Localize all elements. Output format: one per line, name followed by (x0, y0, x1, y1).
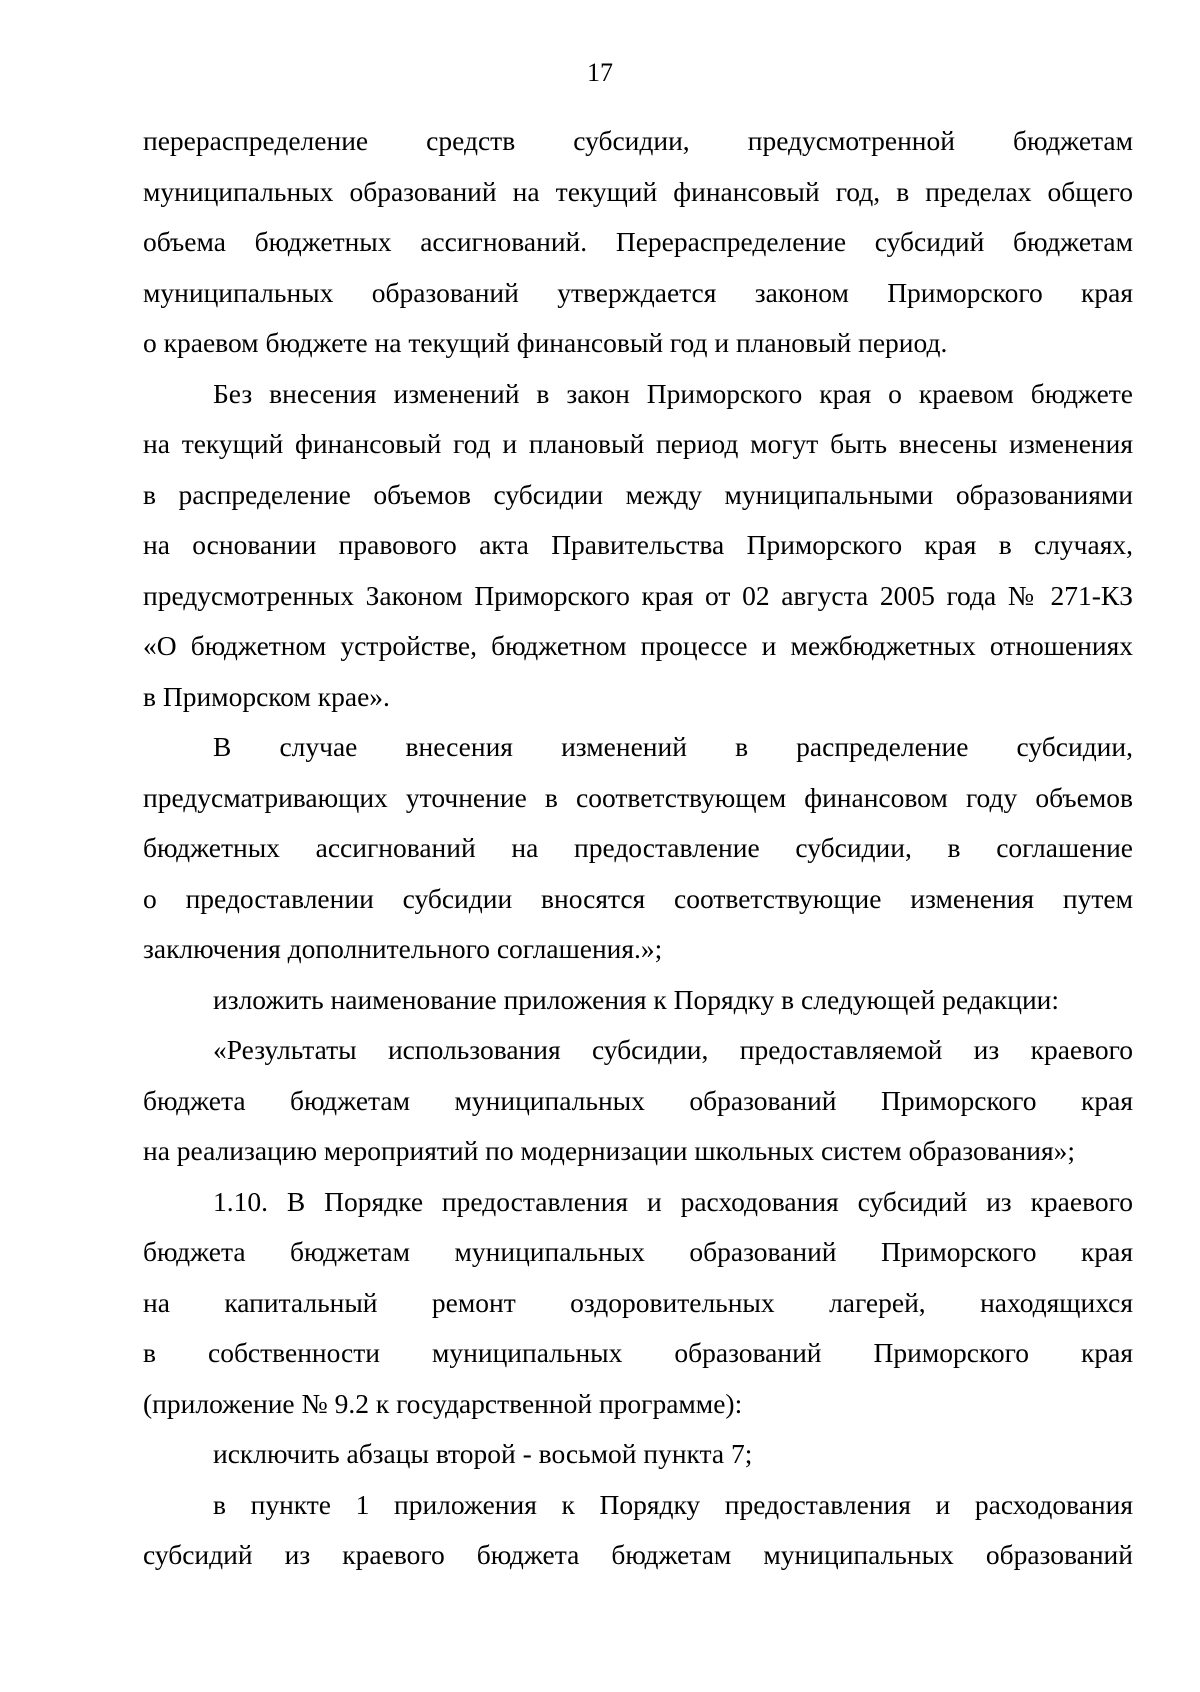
text-line: о предоставлении субсидии вносятся соответствующие изменения путем (143, 882, 1133, 914)
text-line: муниципальных образований на текущий финансовый год, в пределах общего (143, 175, 1133, 207)
text-line: Без внесения изменений в закон Приморского края о краевом бюджете (213, 377, 1133, 409)
text-line: бюджета бюджетам муниципальных образований Приморского края (143, 1236, 1133, 1267)
text-line: (приложение № 9.2 к государственной программе): (143, 1387, 743, 1419)
text-line: предусмотренных Законом Приморского края от 02 августа 2005 года № 271-КЗ (143, 579, 1133, 611)
text-line: предусматривающих уточнение в соответствующем финансовом году объемов (143, 781, 1133, 813)
text-line: изложить наименование приложения к Порядку в следующей редакции: (213, 983, 1060, 1015)
text-line: в Приморском крае». (143, 680, 390, 712)
text-line: в распределение объемов субсидии между муниципальными образованиями (143, 478, 1133, 510)
text-line: на реализацию мероприятий по модернизации школьных систем образования»; (143, 1135, 1076, 1166)
text-line: заключения дополнительного соглашения.»; (143, 933, 663, 964)
text-line: на текущий финансовый год и плановый период могут быть внесены изменения (143, 428, 1133, 459)
text-line: на капитальный ремонт оздоровительных лагерей, находящихся (143, 1286, 1133, 1318)
text-line: «Результаты использования субсидии, предоставляемой из краевого (213, 1034, 1133, 1065)
text-line: «О бюджетном устройстве, бюджетном процессе и межбюджетных отношениях (143, 630, 1133, 661)
text-line: на основании правового акта Правительства Приморского края в случаях, (143, 529, 1133, 560)
text-line: в пункте 1 приложения к Порядку предоставления и расходования (213, 1488, 1133, 1520)
text-line: в собственности муниципальных образований Приморского края (143, 1337, 1133, 1368)
text-line: 1.10. В Порядке предоставления и расходования субсидий из краевого (213, 1185, 1133, 1217)
text-line: муниципальных образований утверждается законом Приморского края (143, 276, 1133, 308)
page-number: 17 (587, 58, 613, 87)
text-line: объема бюджетных ассигнований. Перераспределение субсидий бюджетам (143, 226, 1133, 257)
text-line: бюджета бюджетам муниципальных образований Приморского края (143, 1084, 1133, 1116)
text-line: субсидий из краевого бюджета бюджетам муниципальных образований (143, 1539, 1133, 1570)
text-line: В случае внесения изменений в распределение субсидии, (213, 731, 1133, 762)
text-line: о краевом бюджете на текущий финансовый год и плановый период. (143, 327, 948, 358)
document-body (143, 116, 1133, 1581)
text-line: перераспределение средств субсидии, предусмотренной бюджетам (143, 125, 1133, 156)
text-line: исключить абзацы второй - восьмой пункта 7; (213, 1438, 753, 1469)
text-line: бюджетных ассигнований на предоставление субсидии, в соглашение (143, 832, 1133, 863)
